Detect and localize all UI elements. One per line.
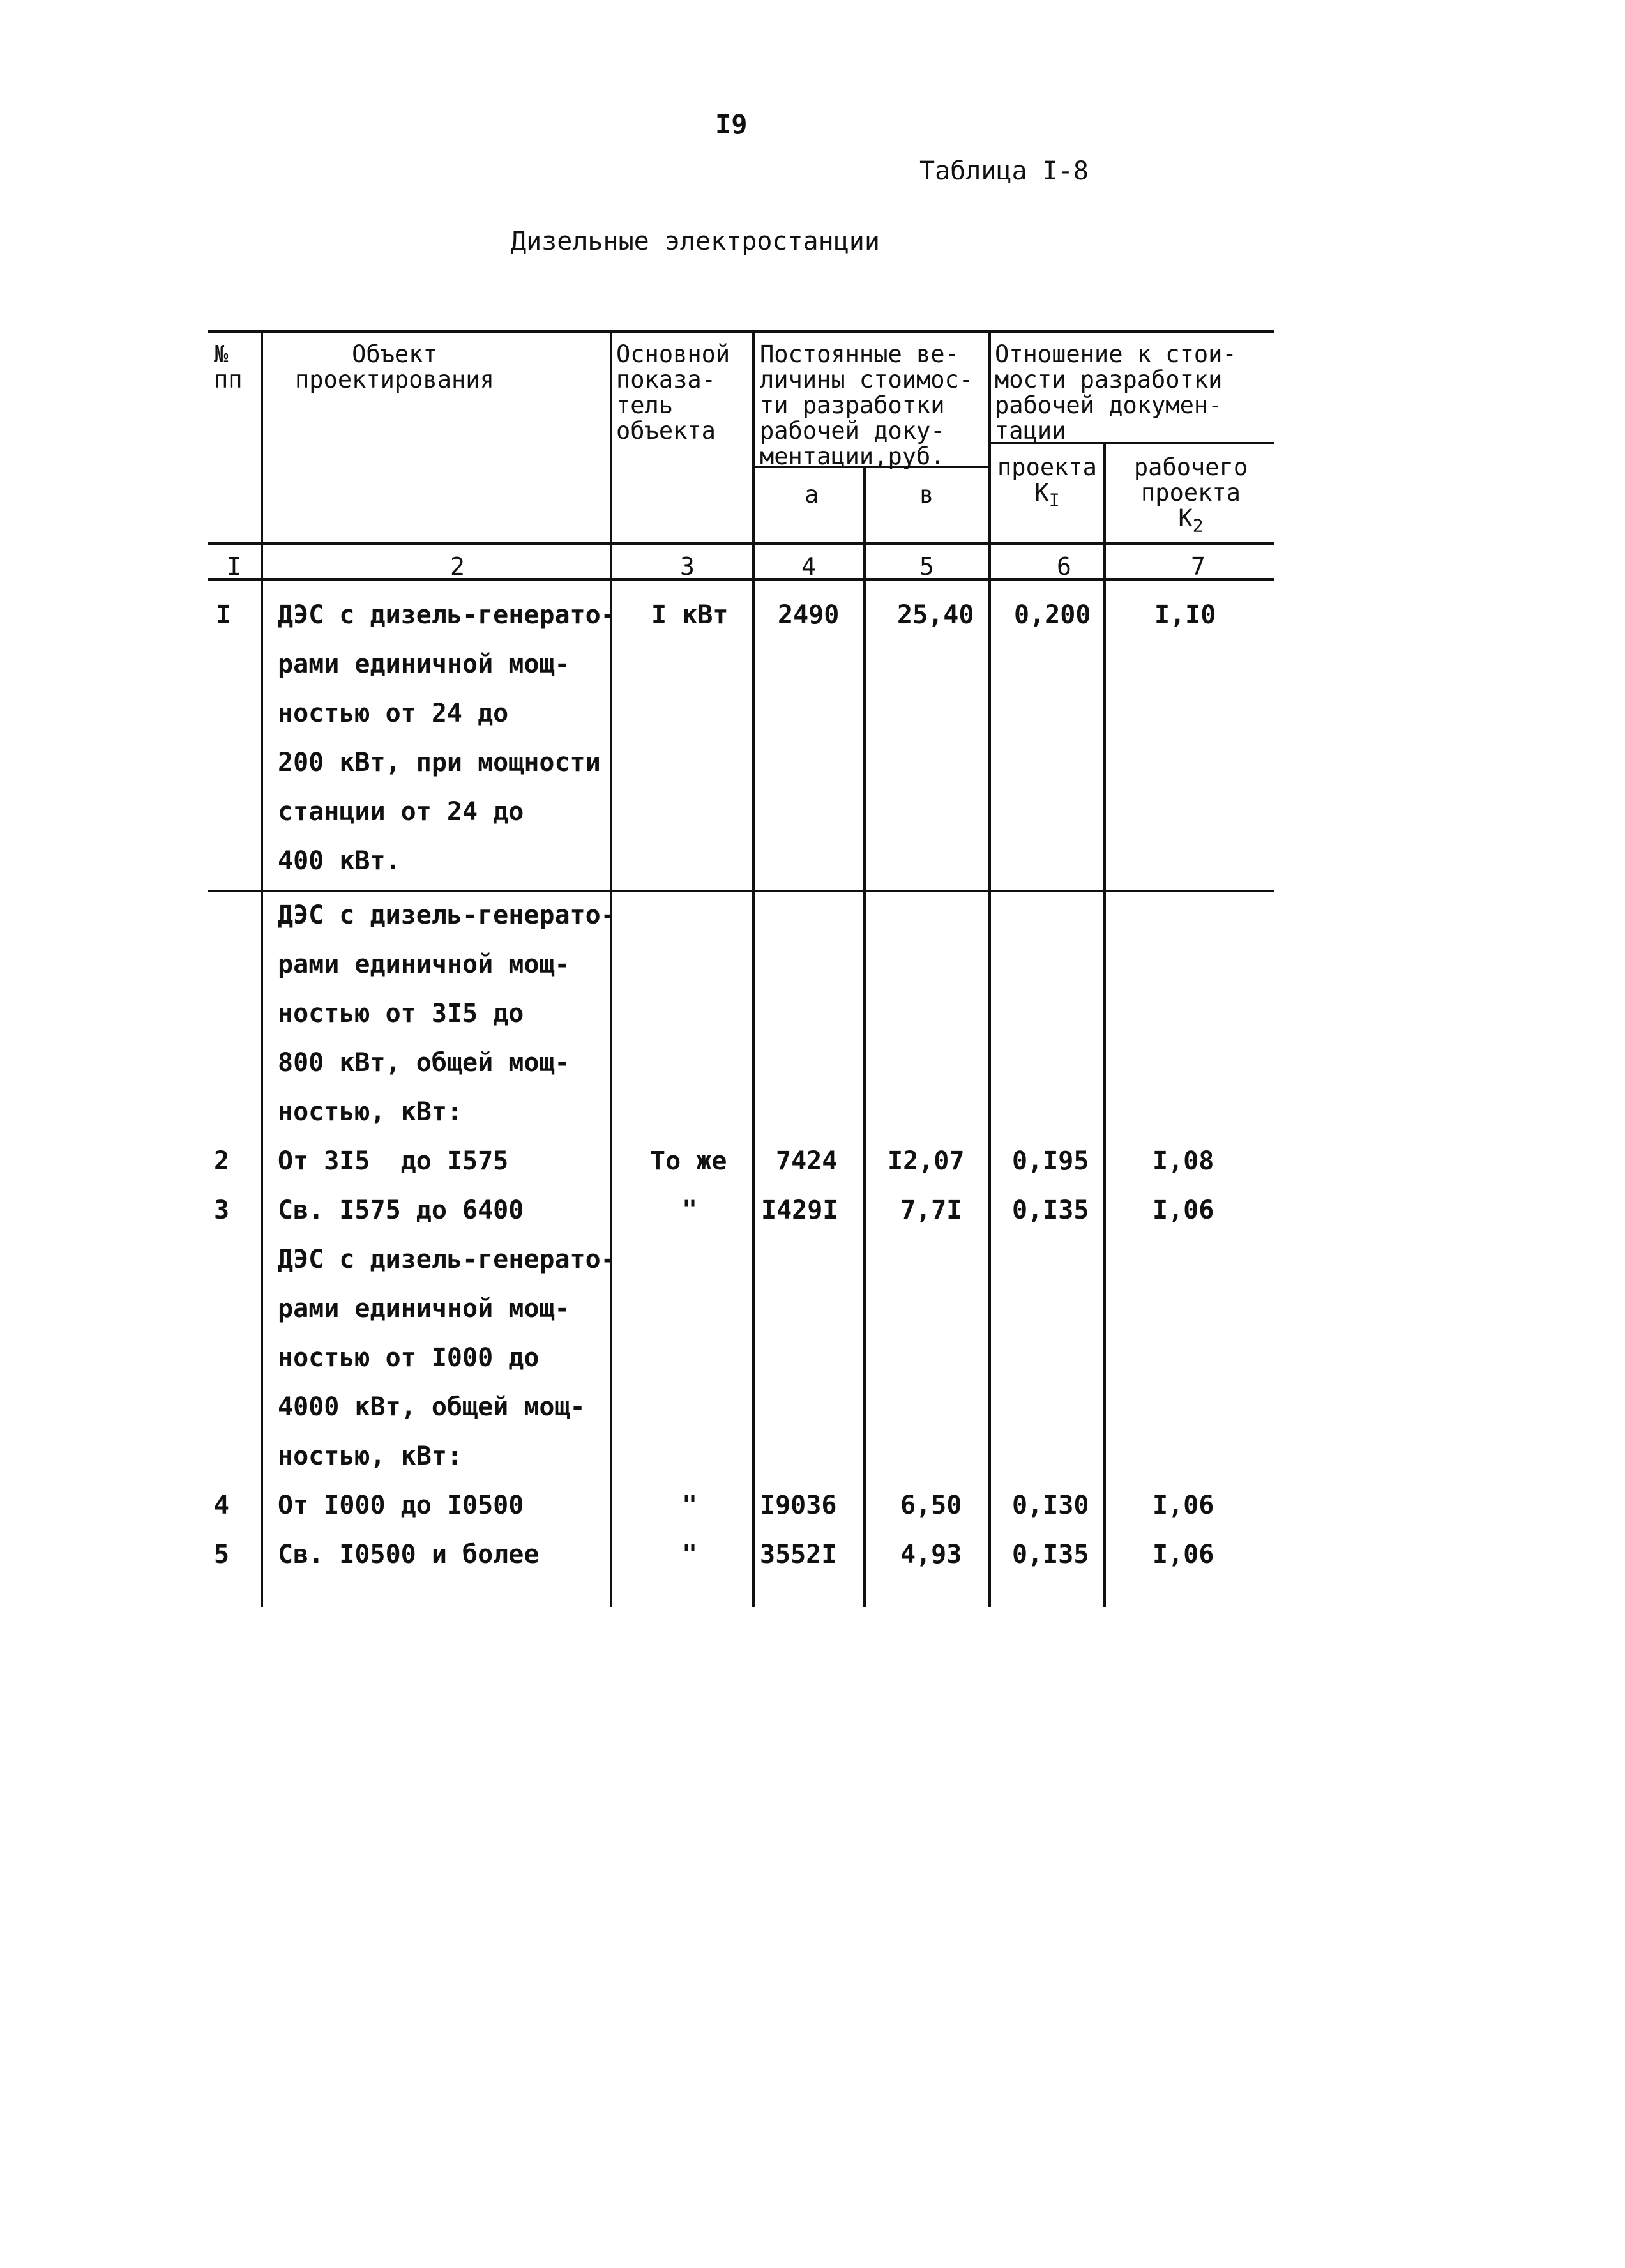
col-divider-6: [1103, 442, 1106, 1607]
row-number: 5: [214, 1540, 230, 1569]
object-line: рами единичной мощ-: [278, 1294, 570, 1323]
colnum-7: 7: [1191, 552, 1206, 581]
object-line: ностью, кВт:: [278, 1442, 462, 1471]
indicator-cell: I кВт: [651, 600, 729, 630]
value-a-cell: I429I: [761, 1196, 838, 1225]
page-number: I9: [715, 109, 748, 140]
k1-cell: 0,I35: [1012, 1540, 1089, 1569]
value-a-cell: I9036: [760, 1491, 837, 1520]
row-number: 3: [214, 1196, 230, 1225]
colnum-6: 6: [1057, 552, 1071, 581]
header-k2: [1114, 455, 1267, 538]
col-divider-1: [261, 330, 263, 1607]
k1-cell: 0,I35: [1012, 1196, 1089, 1225]
header-constants: Постоянные ве- личины стоимос- ти разработки рабочей доку- ментации,руб.: [760, 340, 974, 470]
col-divider-3: [752, 330, 755, 1607]
value-b-cell: 7,7I: [900, 1196, 962, 1225]
row-number: 4: [214, 1491, 230, 1520]
object-line: ДЭС с дизель-генерато-: [278, 901, 616, 930]
header-k1-text: проекта К: [997, 453, 1097, 506]
k1-cell: 0,200: [1014, 600, 1091, 630]
header-k2-text: рабочего проекта К: [1133, 453, 1248, 532]
group-separator-rule: [208, 890, 1274, 892]
k2-cell: I,06: [1153, 1540, 1214, 1569]
object-line: 400 кВт.: [278, 846, 401, 876]
k2-cell: I,06: [1153, 1196, 1214, 1225]
header-col-a: а: [805, 481, 819, 508]
table-title: Дизельные электростанции: [511, 227, 880, 256]
k2-cell: I,08: [1153, 1146, 1214, 1176]
header-indicator: Основной показа- тель объекта: [616, 340, 730, 445]
k2-cell: I,I0: [1154, 600, 1216, 630]
object-line: рами единичной мощ-: [278, 950, 570, 979]
object-line: станции от 24 до: [278, 797, 524, 826]
object-line: ДЭС с дизель-генерато-: [278, 1245, 616, 1274]
header-k1: [996, 455, 1098, 513]
value-a-cell: 3552I: [760, 1540, 837, 1569]
value-a-cell: 7424: [776, 1146, 838, 1176]
col-divider-5: [988, 330, 991, 1607]
object-line: ностью от I000 до: [278, 1343, 540, 1373]
k1-cell: 0,I30: [1012, 1491, 1089, 1520]
colnum-bottom-rule: [208, 578, 1274, 581]
header-k2-subscript: 2: [1192, 515, 1204, 537]
value-a-cell: 2490: [778, 600, 840, 630]
table-number: Таблица I-8: [919, 156, 1089, 186]
object-line: ДЭС с дизель-генерато-: [278, 600, 616, 630]
indicator-cell: ": [682, 1491, 698, 1520]
indicator-cell: То же: [650, 1146, 727, 1176]
object-cell: От I000 до I0500: [278, 1491, 524, 1520]
colnum-4: 4: [801, 552, 816, 581]
object-line: рами единичной мощ-: [278, 650, 570, 679]
object-line: ностью от 24 до: [278, 699, 509, 728]
value-b-cell: 25,40: [897, 600, 974, 630]
header-object: Объект проектирования: [295, 340, 494, 393]
value-b-cell: I2,07: [888, 1146, 965, 1176]
object-line: 4000 кВт, общей мощ-: [278, 1392, 586, 1422]
col-divider-4: [863, 468, 866, 1607]
k2-cell: I,06: [1153, 1491, 1214, 1520]
header-col-b: в: [919, 481, 934, 508]
object-line: 800 кВт, общей мощ-: [278, 1048, 570, 1077]
indicator-cell: ": [682, 1540, 698, 1569]
table-top-rule: [208, 330, 1274, 333]
k1-cell: 0,I95: [1012, 1146, 1089, 1176]
value-b-cell: 4,93: [900, 1540, 962, 1569]
colnum-3: 3: [680, 552, 695, 581]
object-cell: Св. I0500 и более: [278, 1540, 540, 1569]
row-number: I: [216, 600, 232, 630]
object-cell: От 3I5 до I575: [278, 1146, 509, 1176]
header-k1-subscript: I: [1048, 489, 1060, 511]
colnum-1: I: [227, 552, 241, 581]
header-bottom-rule: [208, 542, 1274, 545]
indicator-cell: ": [682, 1196, 698, 1225]
object-cell: Св. I575 до 6400: [278, 1196, 524, 1225]
row-number: 2: [214, 1146, 230, 1176]
header-number: № пп: [214, 340, 243, 393]
col-divider-2: [610, 330, 612, 1607]
object-line: ностью, кВт:: [278, 1097, 462, 1127]
header-ratio: Отношение к стои- мости разработки рабочей докумен- тации: [995, 340, 1237, 445]
object-line: 200 кВт, при мощности: [278, 748, 601, 777]
object-line: ностью от 3I5 до: [278, 999, 524, 1028]
colnum-2: 2: [450, 552, 465, 581]
value-b-cell: 6,50: [900, 1491, 962, 1520]
colnum-5: 5: [919, 552, 934, 581]
